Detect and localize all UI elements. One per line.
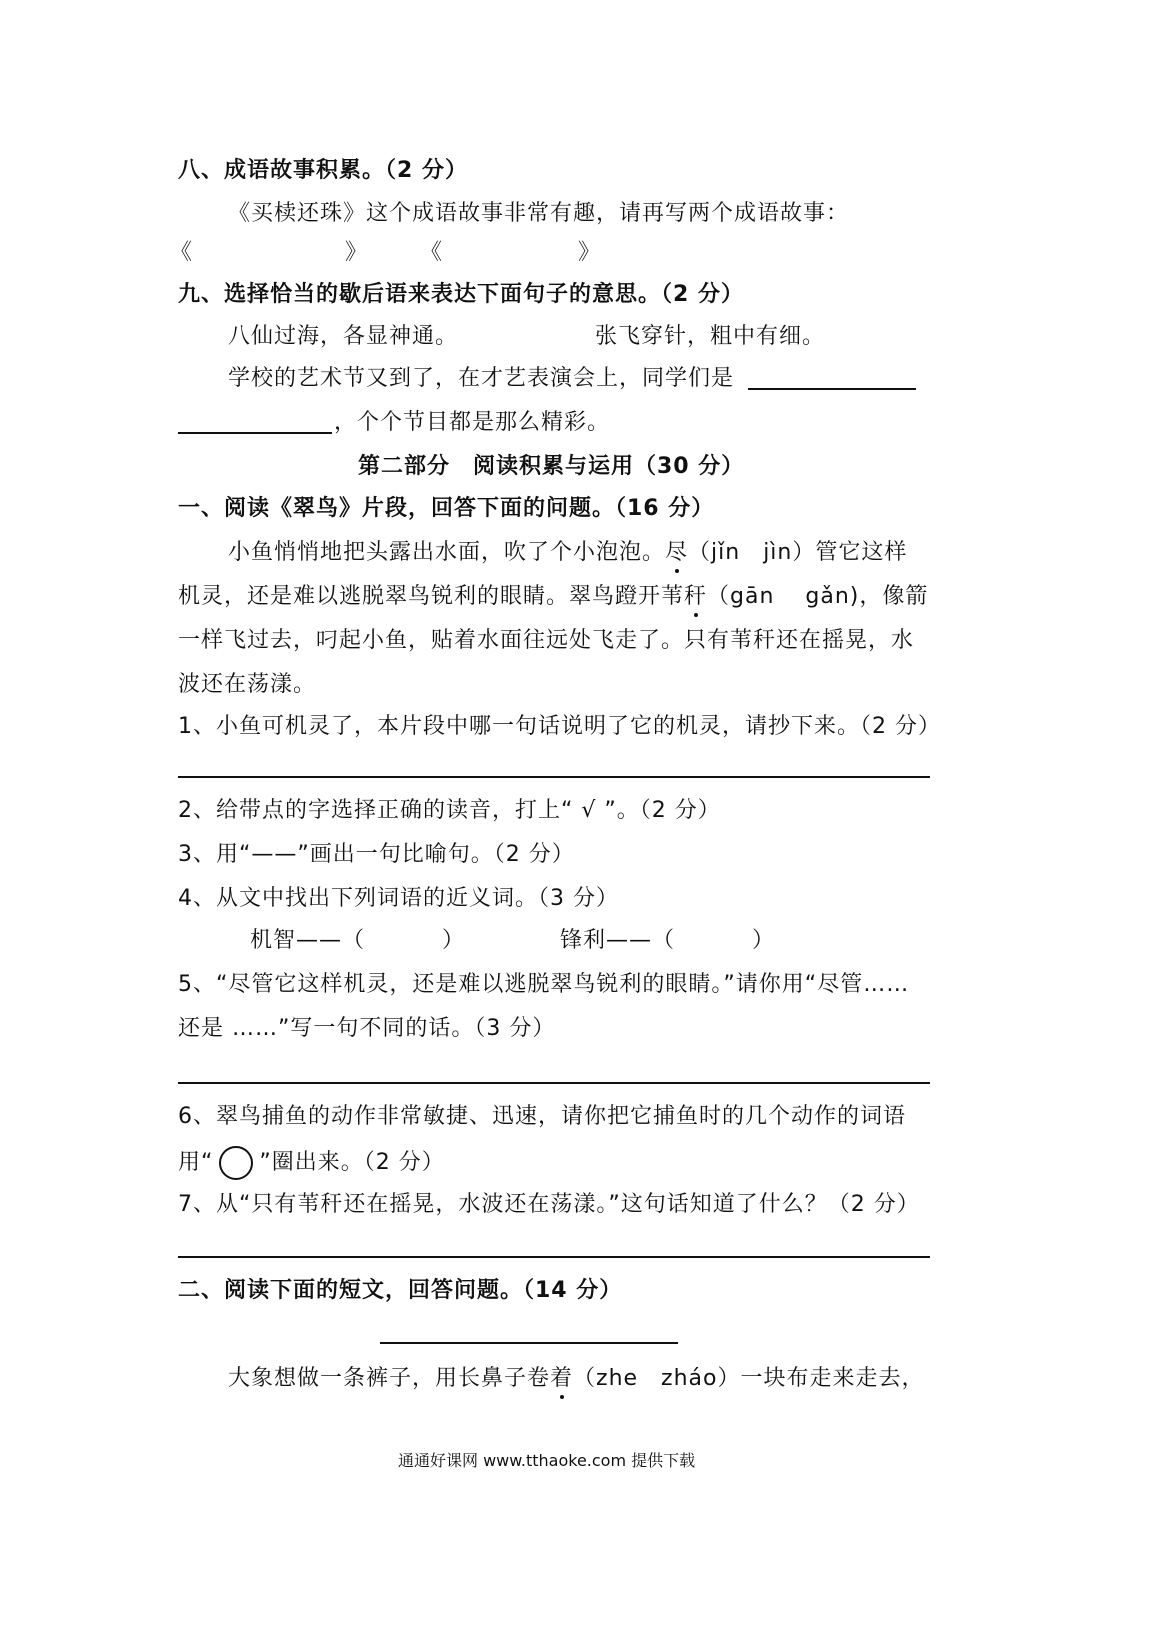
- dotted-char-jin: 尽: [665, 538, 688, 568]
- question-4: 4、从文中找出下列词语的近义词。（3 分）: [178, 886, 619, 911]
- synonym-a: 机智——（ ）: [250, 928, 465, 953]
- answer-line-q1[interactable]: [178, 776, 930, 778]
- reading-2-passage-line-1: [228, 1364, 925, 1394]
- circle-icon: [219, 1146, 253, 1180]
- blank-2-close: 》: [578, 240, 602, 265]
- section-8-heading: 八、成语故事积累。（2 分）: [178, 158, 468, 183]
- dotted-char-gan: 秆: [684, 582, 707, 612]
- passage-line-4: 波还在荡漾。: [178, 672, 317, 697]
- passage-2b: （gān gǎn)，像箭: [707, 584, 929, 609]
- question-6-cont: [178, 1146, 445, 1180]
- passage-line-2: [178, 582, 928, 612]
- passage-line-1: [228, 538, 907, 568]
- question-6: 6、翠鸟捕鱼的动作非常敏捷、迅速，请你把它捕鱼时的几个动作的词语: [178, 1104, 906, 1129]
- answer-line-q5[interactable]: [178, 1082, 930, 1084]
- section-9-sentence: 学校的艺术节又到了，在才艺表演会上，同学们是: [228, 366, 735, 391]
- title-blank-line[interactable]: [380, 1342, 678, 1344]
- passage-line-3: 一样飞过去，叼起小鱼，贴着水面往远处飞走了。只有苇秆还在摇晃，水: [178, 628, 915, 653]
- answer-line-9b[interactable]: [178, 432, 332, 434]
- passage-1a: 小鱼悄悄地把头露出水面，吹了个小泡泡。: [228, 540, 666, 565]
- question-5: 5、“尽管它这样机灵，还是难以逃脱翠鸟锐利的眼睛。”请你用“尽管……: [178, 972, 910, 997]
- answer-line-q7[interactable]: [178, 1256, 930, 1258]
- part-2-title: 第二部分 阅读积累与运用（30 分）: [358, 454, 745, 479]
- section-9-heading: 九、选择恰当的歇后语来表达下面句子的意思。（2 分）: [178, 282, 744, 307]
- passage-2a: 机灵，还是难以逃脱翠鸟锐利的眼睛。翠鸟蹬开苇: [178, 584, 685, 609]
- idiom-option-b: 张飞穿针，粗中有细。: [595, 324, 826, 349]
- question-2: 2、给带点的字选择正确的读音，打上“ √ ”。（2 分）: [178, 798, 721, 823]
- idiom-option-a: 八仙过海，各显神通。: [228, 324, 459, 349]
- synonym-b: 锋利——（ ）: [560, 928, 775, 953]
- answer-line-9a[interactable]: [748, 388, 916, 390]
- reading-2-heading: 二、阅读下面的短文，回答问题。（14 分）: [178, 1278, 623, 1303]
- r2-passage-1a: 大象想做一条裤子，用长鼻子卷: [228, 1366, 551, 1391]
- q6-prefix: 用“: [178, 1150, 214, 1175]
- question-7: 7、从“只有苇秆还在摇晃，水波还在荡漾。”这句话知道了什么？（2 分）: [178, 1192, 920, 1217]
- section-8-prompt: 《买椟还珠》这个成语故事非常有趣，请再写两个成语故事：: [228, 201, 850, 226]
- question-3: 3、用“——”画出一句比喻句。（2 分）: [178, 842, 575, 867]
- r2-passage-1b: （zhe zháo）一块布走来走去，: [573, 1366, 925, 1391]
- dotted-char-zhe: 着: [550, 1364, 573, 1394]
- blank-2-open: 《: [420, 240, 444, 265]
- blank-1-close: 》: [345, 240, 369, 265]
- q6-suffix: ”圈出来。（2 分）: [259, 1150, 445, 1175]
- passage-1b: （jǐn jìn）管它这样: [688, 540, 908, 565]
- question-5-cont: 还是 ……”写一句不同的话。（3 分）: [178, 1016, 556, 1041]
- question-1: 1、小鱼可机灵了，本片段中哪一句话说明了它的机灵，请抄下来。（2 分）: [178, 714, 941, 739]
- section-9-sentence-end: ，个个节目都是那么精彩。: [334, 410, 611, 435]
- footer-source: 通通好课网 www.tthaoke.com 提供下载: [398, 1451, 696, 1470]
- reading-1-heading: 一、阅读《翠鸟》片段，回答下面的问题。（16 分）: [178, 496, 715, 521]
- blank-1-open: 《: [170, 240, 194, 265]
